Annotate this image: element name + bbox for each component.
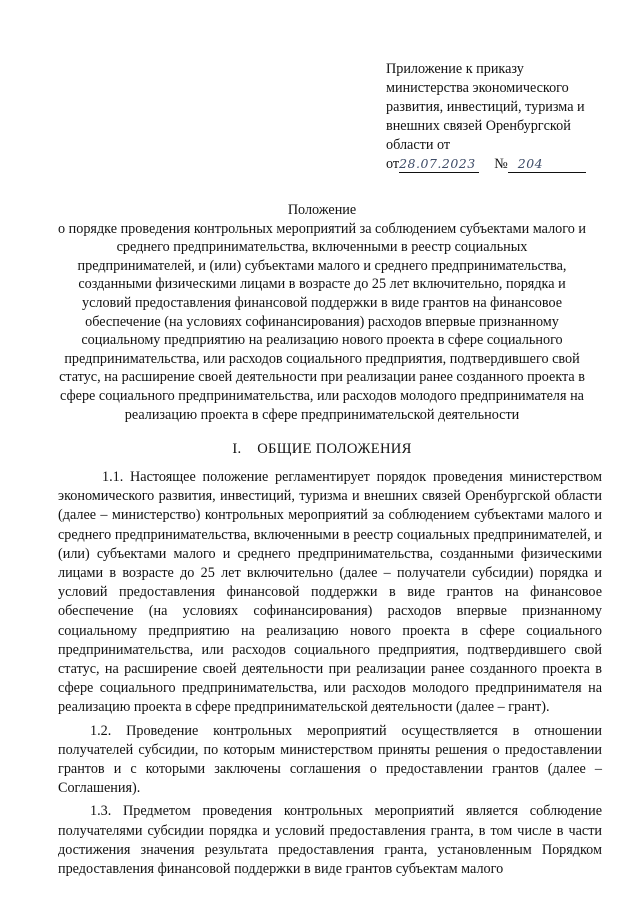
paragraph-1-2: 1.2. Проведение контрольных мероприятий осуществляется в отношении получателей субсидии, по которым министерством приняты решения о предоставлении грантов и с которыми заключены соглашения о предоставлении грантов (далее – Соглашения).: [58, 722, 602, 797]
annex-line: развития, инвестиций, туризма и: [386, 99, 585, 115]
annex-line: Приложение к приказу: [386, 61, 524, 77]
date-field: [399, 156, 479, 173]
title-text: о порядке проведения контрольных мероприятий за соблюдением субъектами малого и среднего предпринимательства, включенными в реестр социальных предпринимателей, и (или) субъектами малого и среднего предпринимательства, созданными физическими лицами в возрасте до 25 лет включительно, порядка и условий предоставления финансовой поддержки в виде грантов на финансовое обеспечение (на условиях софинансирования) расходов впервые признанному социальному предприятию на реализацию нового проекта в сфере социального предпринимательства, или расходов социального предприятия, подтвердившего свой статус, на расширение своей деятельности при реализации ранее созданного проекта в сфере социального предпринимательства, или расходов молодого предпринимателя на реализацию проекта в сфере предпринимательской деятельности: [58, 220, 586, 423]
paragraph-1-3: 1.3. Предметом проведения контрольных мероприятий является соблюдение получателями субсидии порядка и условий предоставления гранта, в том числе в части достижения значения результата предоставления гранта, установленным Порядком предоставления финансовой поддержки в виде грантов субъектам малого: [58, 803, 602, 878]
number-field: [508, 156, 586, 173]
document-title: [58, 201, 586, 424]
title-heading: Положение: [287, 202, 357, 218]
annex-line: министерства экономического: [386, 80, 569, 96]
annex-line: области от: [386, 137, 451, 153]
number-label: №: [494, 156, 508, 172]
handwritten-date: 28.07.2023: [399, 156, 476, 171]
document-body: [58, 468, 602, 883]
handwritten-number: 204: [517, 156, 544, 171]
annex-line: внешних связей Оренбургской: [386, 118, 571, 134]
section-heading: I. ОБЩИЕ ПОЛОЖЕНИЯ: [232, 441, 412, 457]
annex-date-line: [386, 155, 616, 174]
paragraph-1-1: 1.1. Настоящее положение регламентирует порядок проведения министерством экономического развития, инвестиций, туризма и внешних связей Оренбургской области (далее – министерство) контрольных мероприятий за соблюдением субъектами малого и среднего предпринимательства, включенными в реестр социальных предпринимателей, и (или) субъектами малого и среднего предпринимательства, созданными физическими лицами в возрасте до 25 лет включительно (далее – получатели субсидии) порядка и условий предоставления финансовой поддержки в виде грантов на финансовое обеспечение (на условиях софинансирования) расходов впервые признанному социальному предприятию на реализацию нового проекта в сфере социального предпринимательства, или расходов социального предприятия, подтвердившего свой статус, на расширение своей деятельности при реализации ранее созданного проекта в сфере социального предпринимательства, или расходов молодого предпринимателя на реализацию проекта в сфере предпринимательской деятельности (далее – грант).: [58, 469, 602, 716]
annex-block: [386, 60, 616, 174]
date-prefix: от: [386, 156, 400, 172]
